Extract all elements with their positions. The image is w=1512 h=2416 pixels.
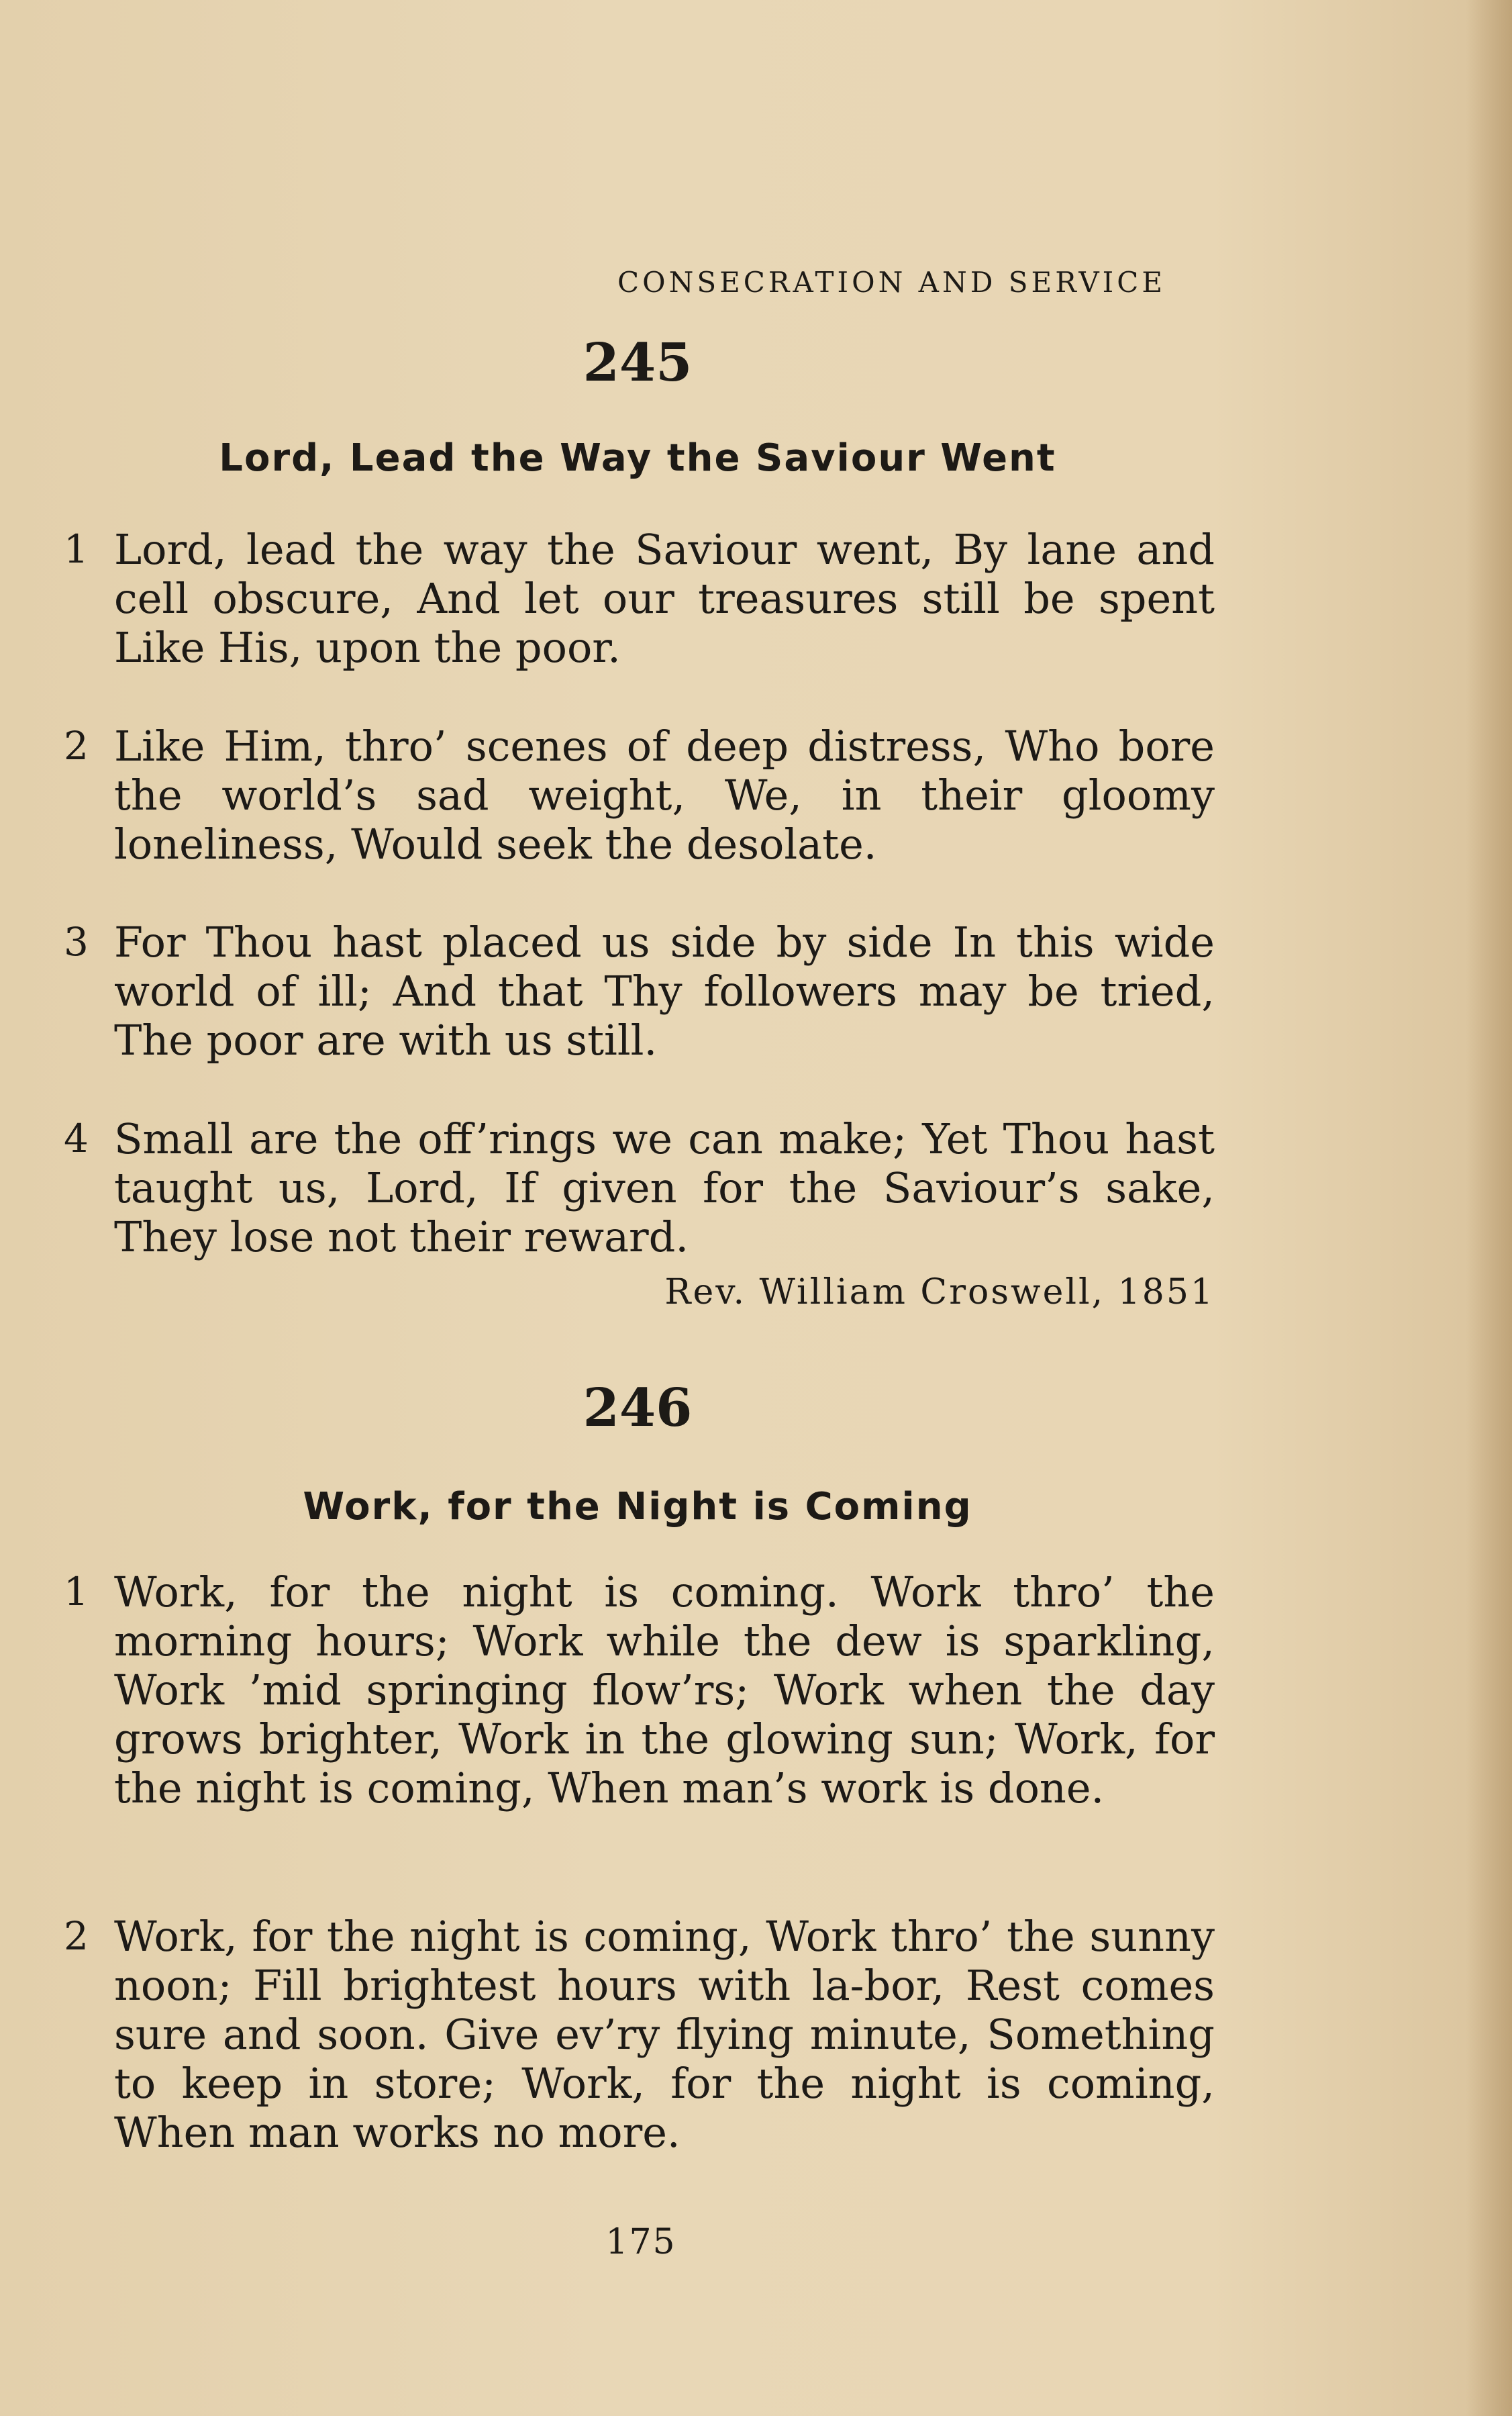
stanza [64, 1912, 1215, 2157]
stanza [64, 722, 1215, 869]
stanza-number: 1 [64, 526, 89, 572]
stanza-number: 4 [64, 1116, 89, 1161]
stanza-number: 2 [64, 1913, 89, 1959]
stanza-number: 3 [64, 919, 89, 965]
stanza-text: For Thou hast placed us side by side In this wide world of ill; And that Thy followers may be tried, The poor are with us still. [114, 918, 1215, 1065]
hymn-title: Work, for the Night is Coming [303, 1485, 972, 1529]
running-head: CONSECRATION AND SERVICE [617, 266, 1166, 299]
stanza [64, 1567, 1215, 1813]
stanza [64, 918, 1215, 1065]
stanza-text: Small are the off’rings we can make; Yet Thou hast taught us, Lord, If given for the Saviour’s sake, They lose not their reward. [114, 1114, 1215, 1261]
hymn-number: 245 [583, 332, 693, 393]
hymn-number: 246 [583, 1378, 693, 1439]
stanza-text: Work, for the night is coming, Work thro’ the sunny noon; Fill brightest hours with la-bor, Rest comes sure and soon. Give ev’ry flying minute, Something to keep in store; Work, for the night is coming, When man works no more. [114, 1912, 1215, 2157]
page-number: 175 [605, 2222, 676, 2262]
stanza-text: Like Him, thro’ scenes of deep distress, Who bore the world’s sad weight, We, in their gloomy loneliness, Would seek the desolate. [114, 722, 1215, 869]
stanza-text: Work, for the night is coming. Work thro’ the morning hours; Work while the dew is sparkling, Work ’mid springing flow’rs; Work when the day grows brighter, Work in the glowing sun; Work, for the night is coming, When man’s work is done. [114, 1567, 1215, 1813]
stanza-number: 1 [64, 1569, 89, 1614]
hymn-author: Rev. William Croswell, 1851 [664, 1272, 1215, 1312]
stanza-number: 2 [64, 723, 89, 769]
stanza-text: Lord, lead the way the Saviour went, By lane and cell obscure, And let our treasures still be spent Like His, upon the poor. [114, 525, 1215, 672]
stanza [64, 525, 1215, 672]
page-edge-shadow [1465, 0, 1512, 2416]
stanza [64, 1114, 1215, 1261]
hymn-title: Lord, Lead the Way the Saviour Went [219, 436, 1056, 480]
